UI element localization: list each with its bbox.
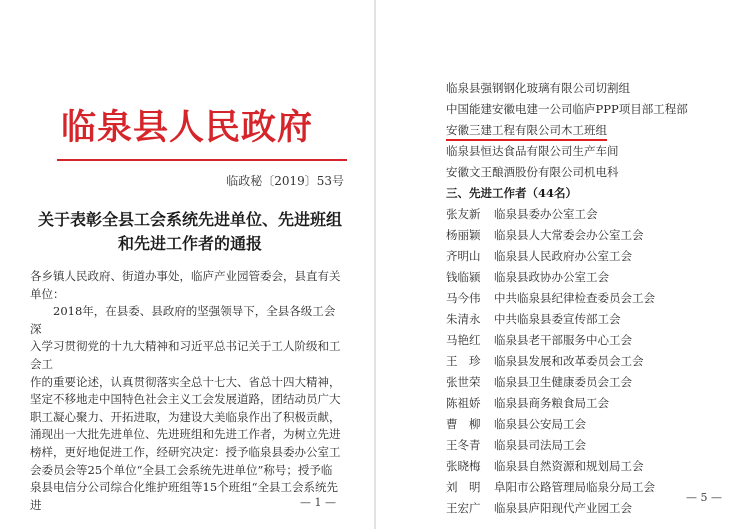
worker-unit: 中共临泉县委宣传部工会: [494, 312, 621, 326]
government-masthead: 临泉县人民政府: [60, 107, 313, 148]
worker-row: [446, 288, 746, 309]
masthead-divider: [57, 159, 347, 161]
worker-row: [446, 246, 746, 267]
worker-unit: 临泉县商务粮食局工会: [494, 396, 609, 410]
body-line: 各乡镇人民政府、街道办事处，临庐产业园管委会，县直有关: [30, 269, 341, 283]
worker-row: [446, 309, 746, 330]
worker-unit: 临泉县庐阳现代产业园工会: [494, 501, 632, 515]
document-title-line-2: 和先进工作者的通报: [117, 234, 262, 253]
worker-name: 钱临颍: [446, 270, 481, 284]
worker-unit: 临泉县人民政府办公室工会: [494, 249, 632, 263]
worker-unit: 中共临泉县纪律检查委员会工会: [494, 291, 655, 305]
worker-row: [446, 351, 746, 372]
worker-row: [446, 225, 746, 246]
worker-row: [446, 435, 746, 456]
body-line: 会委员会等25个单位“全县工会系统先进单位”称号；授予临: [30, 462, 333, 477]
body-line: 单位：: [30, 286, 65, 301]
worker-row: [446, 204, 746, 225]
worker-unit: 临泉县人大常委会办公室工会: [494, 228, 644, 242]
group-item: 临泉县强钢钢化玻璃有限公司切割组: [446, 81, 630, 95]
worker-name: 张世荣: [446, 375, 481, 389]
document-title: [30, 208, 350, 256]
worker-unit: 临泉县发展和改革委员会工会: [494, 354, 644, 368]
body-line: 职工凝心聚力、开拓进取，为建设大美临泉作出了积极贡献，: [30, 409, 341, 424]
worker-row: [446, 393, 746, 414]
worker-unit: 临泉县司法局工会: [494, 438, 586, 452]
group-item: 临泉县恒达食品有限公司生产车间: [446, 144, 619, 158]
group-item: 安徽文王酿酒股份有限公司机电科: [446, 165, 619, 179]
left-page: [0, 0, 374, 529]
section-heading: 三、先进工作者（44名）: [446, 186, 578, 200]
worker-name: 马今伟: [446, 291, 481, 305]
worker-name: 马艳红: [446, 333, 481, 347]
worker-name: 朱清永: [446, 312, 481, 326]
worker-name: 齐明山: [446, 249, 481, 263]
underlined-group-text: 安徽三建工程有限公司木工班组: [446, 121, 607, 141]
worker-unit: 临泉县卫生健康委员会工会: [494, 375, 632, 389]
worker-name: 张晓梅: [446, 459, 481, 473]
body-line: 榜样，更好地促进工作，经研究决定：授予临泉县委办公室工: [30, 444, 341, 459]
group-item: 中国能建安徽电建一公司临庐PPP项目部工程部: [446, 102, 688, 116]
body-line: 作的重要论述，认真贯彻落实全总十七大、省总十四大精神，: [30, 374, 341, 389]
document-title-line-1: 关于表彰全县工会系统先进单位、先进班组: [37, 210, 342, 229]
worker-row: [446, 372, 746, 393]
worker-name: 陈祖娇: [446, 396, 481, 410]
body-line: 泉县电信分公司综合化维护班组等15个班组“全县工会系统先进: [30, 480, 339, 512]
body-line: 2018年，在县委、县政府的坚强领导下，全县各级工会深: [30, 304, 336, 336]
document-body: [30, 268, 346, 514]
worker-unit: 阜阳市公路管理局临泉分局工会: [494, 480, 655, 494]
worker-row: [446, 414, 746, 435]
worker-unit: 临泉县委办公室工会: [494, 207, 598, 221]
body-line: 涌现出一大批先进单位、先进班组和先进工作者，为树立先进: [30, 427, 341, 442]
page-number: — 5 —: [686, 491, 722, 504]
worker-unit: 临泉县政协办公室工会: [494, 270, 609, 284]
worker-name: 曹 柳: [446, 417, 481, 431]
worker-row: [446, 267, 746, 288]
worker-name: 刘 明: [446, 480, 481, 494]
worker-unit: 临泉县自然资源和规划局工会: [494, 459, 644, 473]
group-item-highlighted: [446, 120, 746, 141]
body-line: 坚定不移地走中国特色社会主义工会发展道路，团结动员广大: [30, 392, 341, 407]
worker-name: 王冬青: [446, 438, 481, 452]
worker-unit: 临泉县公安局工会: [494, 417, 586, 431]
page-number: — 1 —: [300, 496, 336, 509]
worker-name: 王 珍: [446, 354, 481, 368]
worker-row: [446, 330, 746, 351]
honor-list: [446, 78, 746, 519]
worker-unit: 临泉县老干部服务中心工会: [494, 333, 632, 347]
worker-row: [446, 456, 746, 477]
worker-name: 王宏广: [446, 501, 481, 515]
right-page: [376, 0, 750, 529]
body-line: 入学习贯彻党的十九大精神和习近平总书记关于工人阶级和工会工: [30, 339, 341, 371]
worker-name: 张友新: [446, 207, 481, 221]
document-number: 临政秘〔2019〕53号: [226, 174, 344, 188]
worker-name: 杨丽颖: [446, 228, 481, 242]
